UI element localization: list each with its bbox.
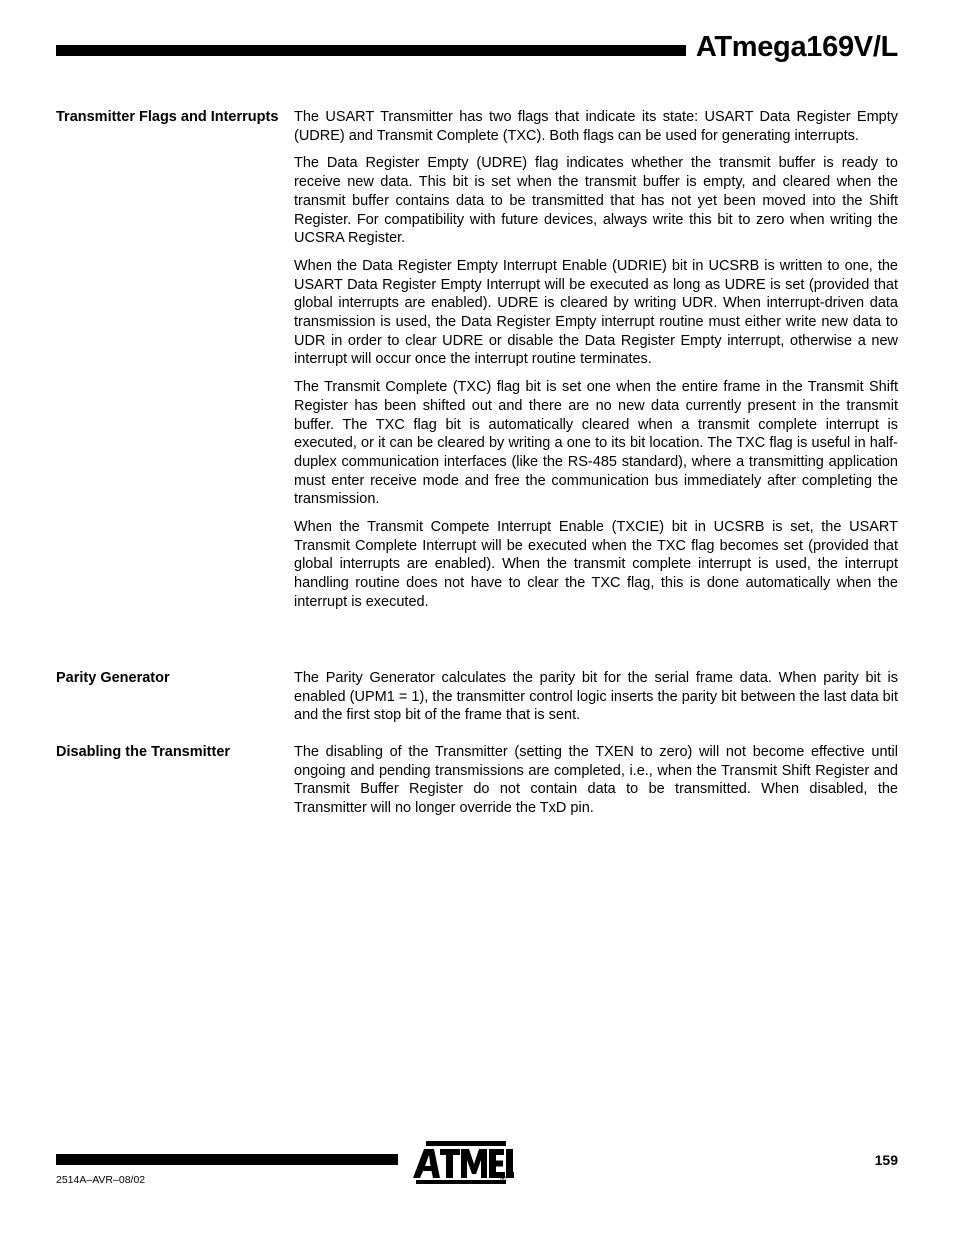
footer-rule xyxy=(56,1154,398,1165)
registered-mark: ® xyxy=(500,1174,506,1183)
paragraph: The Transmit Complete (TXC) flag bit is set one when the entire frame in the Transmit Shift Register has been shifted out and there are no new data currently present in the transmit buffer. The TXC flag bit is automatically cleared when a transmit complete interrupt is executed, or it can be cleared by writing a one to its bit location. The TXC flag is useful in half-duplex communication interfaces (like the RS-485 standard), where a transmitting application must enter receive mode and free the communication bus immediately after completing the transmission. xyxy=(294,379,898,508)
document-code: 2514A–AVR–08/02 xyxy=(56,1174,146,1186)
paragraph: The Parity Generator calculates the parity bit for the serial frame data. When parity bit is enabled (UPM1 = 1), the transmitter control logic inserts the parity bit between the last data bit and the first stop bit of the frame that is sent. xyxy=(294,670,898,724)
document-title: ATmega169V/L xyxy=(695,31,898,63)
section-body xyxy=(294,743,898,827)
section-heading: Disabling the Transmitter xyxy=(56,744,231,760)
paragraph: The Data Register Empty (UDRE) flag indicates whether the transmit buffer is ready to receive new data. This bit is set when the transmit buffer is empty, and cleared when the transmit buffer contains data to be transmitted that has not yet been moved into the Shift Register. For compatibility with future devices, always write this bit to zero when writing the UCSRA Register. xyxy=(294,155,898,247)
section-heading: Transmitter Flags and Interrupts xyxy=(56,109,279,125)
paragraph: When the Data Register Empty Interrupt Enable (UDRIE) bit in UCSRB is written to one, the USART Data Register Empty Interrupt will be executed as long as UDRE is set (provided that global interrupts are enabled). UDRE is cleared by writing UDR. When interrupt-driven data transmission is used, the Data Register Empty interrupt routine must either write new data to UDR in order to clear UDRE or disable the Data Register Empty interrupt, otherwise a new interrupt will occur once the interrupt routine terminates. xyxy=(294,257,898,368)
paragraph: When the Transmit Compete Interrupt Enable (TXCIE) bit in UCSRB is set, the USART Transmit Complete Interrupt will be executed when the TXC flag becomes set (provided that global interrupts are enabled). When the transmit complete interrupt is used, the interrupt handling routine does not have to clear the TXC flag, this is done automatically when the interrupt is executed. xyxy=(294,519,898,610)
section-heading: Parity Generator xyxy=(56,670,170,686)
section-body xyxy=(294,108,898,621)
atmel-logo-icon xyxy=(410,1136,514,1186)
page-number: 159 xyxy=(874,1152,898,1168)
header-rule xyxy=(56,45,686,56)
paragraph: The USART Transmitter has two flags that indicate its state: USART Data Register Empty (UDRE) and Transmit Complete (TXC). Both flags can be used for generating interrupts. xyxy=(294,109,898,144)
paragraph: The disabling of the Transmitter (setting the TXEN to zero) will not become effective until ongoing and pending transmissions are completed, i.e., when the Transmit Shift Register and Transmit Buffer Register do not contain data to be transmitted. When disabled, the Transmitter will no longer override the TxD pin. xyxy=(294,744,898,817)
section-body xyxy=(294,669,898,734)
